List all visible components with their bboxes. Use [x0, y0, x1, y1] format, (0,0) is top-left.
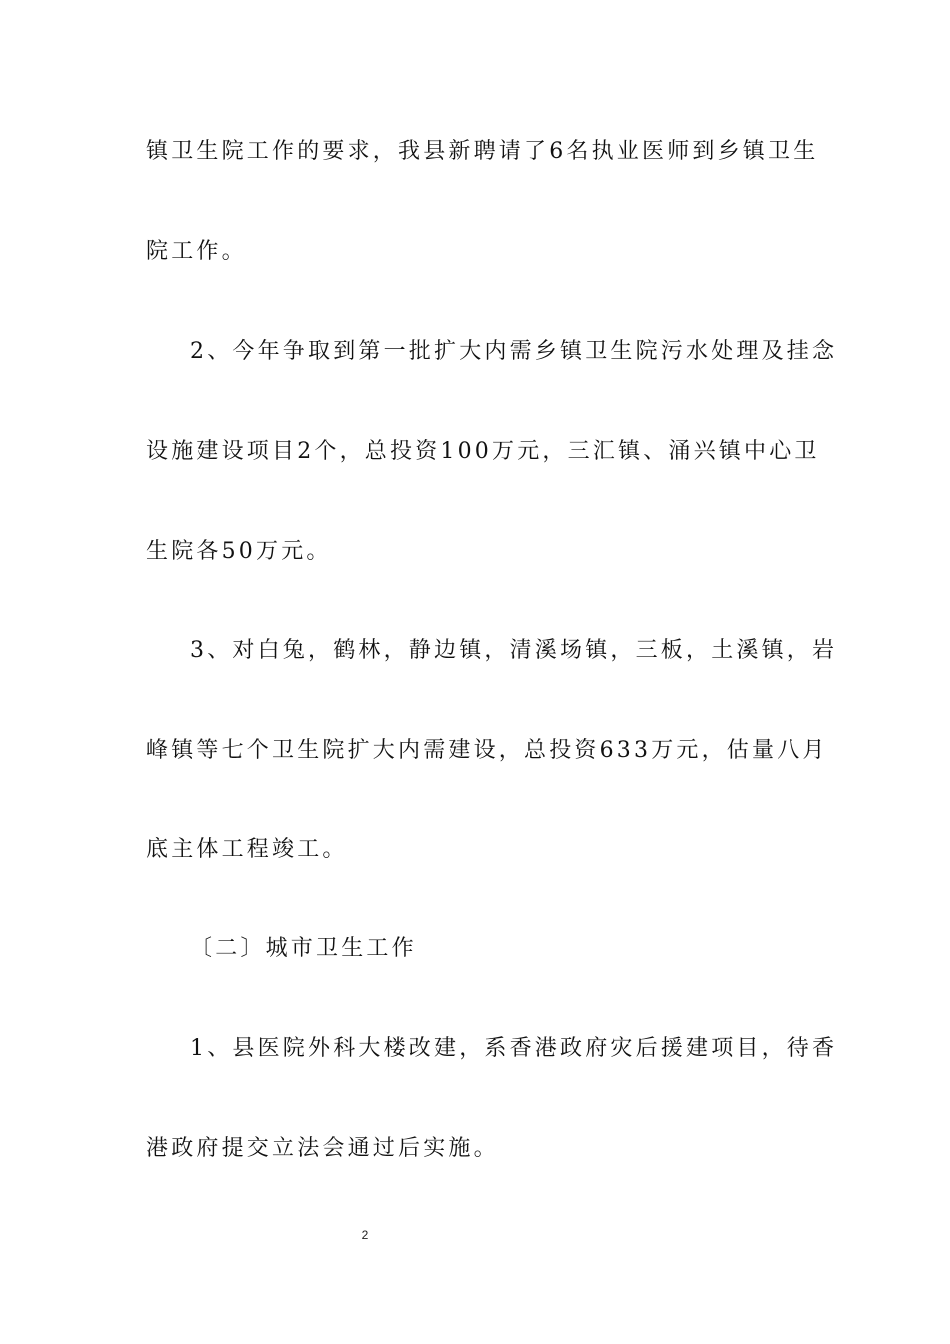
page-number: 2	[361, 1228, 369, 1242]
paragraph-line: 生院各50万元。	[146, 539, 332, 564]
paragraph-line: 3、对白兔，鹤林，静边镇，清溪场镇，三板，土溪镇，岩	[190, 638, 838, 663]
paragraph-line: 院工作。	[146, 239, 247, 264]
paragraph-line: 2、今年争取到第一批扩大内需乡镇卫生院污水处理及挂念	[190, 339, 838, 364]
paragraph-line: 港政府提交立法会通过后实施。	[146, 1136, 499, 1161]
section-heading: 〔二〕城市卫生工作	[190, 936, 417, 961]
paragraph-line: 底主体工程竣工。	[146, 837, 348, 862]
paragraph-line: 峰镇等七个卫生院扩大内需建设，总投资633万元，估量八月	[146, 738, 828, 763]
paragraph-line: 1、县医院外科大楼改建，系香港政府灾后援建项目，待香	[190, 1036, 838, 1061]
paragraph-line: 设施建设项目2个，总投资100万元，三汇镇、涌兴镇中心卫	[146, 439, 820, 464]
paragraph-line: 镇卫生院工作的要求，我县新聘请了6名执业医师到乡镇卫生	[146, 139, 819, 164]
